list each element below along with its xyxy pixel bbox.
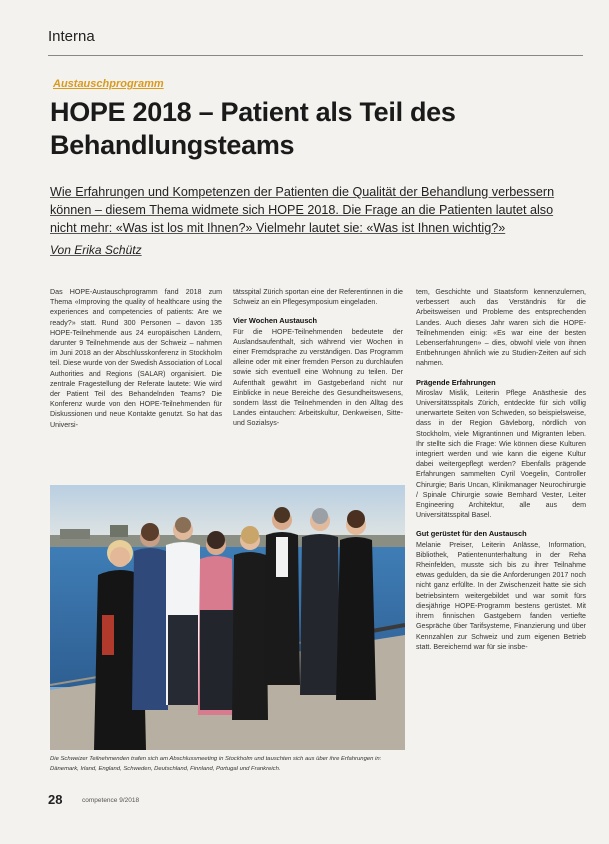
header-rule: [48, 55, 583, 56]
subheading: Prägende Erfahrungen: [416, 377, 496, 387]
body-paragraph: Das HOPE-Austauschprogramm fand 2018 zum Thema «Improving the quality of healthcare using the experiences and competencies of patients: Are we ready?» statt. Rund 300 Personen – davon 135 HOPE-Teilnehmende aus 24 europäischen Ländern, darunter 9 Teilnehmende aus der Schweiz – nahmen im Juni 2018 an der Abschlusskonferenz in Stockholm teil. Diese wurde von der Swedish Association of Local Authorities and Regions (SALAR) organisiert. Die zentrale Fragestellung der Referate lautete: Wie wird der Patient Teil des Behandelnden Teams? Die Konferenz wurde von den HOPE-Teilnehmenden für Diskussionen und neue Kontakte genutzt. So hat das Universi-: [50, 288, 222, 429]
group-photo: [50, 485, 405, 750]
kicker: Austauschprogramm: [53, 78, 164, 90]
group-photo-illustration: [50, 485, 405, 750]
article-column-2: [233, 287, 403, 429]
body-paragraph: Miroslav Mislik, Leiterin Pflege Anästhesie des Universitätsspitals Zürich, entdeckte für sich völlig unerwartete Seiten von Schweden, so beispielsweise, dass in der Region Gävleborg, nördlich von Stockholm, viele Migrantinnen und Migranten leben. Ihr stellte sich die Frage: Wie können diese Kulturen integriert werden und wie kann die eigene Kultur dabei weitergepflegt werden? Ebenfalls prägende Erfahrungen sammelten Cyril Voegelin, Controller Chirurgie; Baris Uncan, Klinikmanager Neurochirurgie / Spinale Chirurgie sowie Bernhard Vester, Leiter Engineering Architektur, alle aus dem Universitätsspital Basel.: [416, 388, 586, 520]
publication-label: competence 9/2018: [82, 797, 140, 804]
lead-line: Wie Erfahrungen und Kompetenzen der Patienten die Qualität der Behandlung verbessern: [50, 185, 555, 199]
body-paragraph: tätsspital Zürich sportan eine der Referentinnen in die Schweiz an ein Pflegesymposium eingeladen.: [233, 288, 403, 307]
byline: Von Erika Schütz: [50, 243, 142, 257]
photo-caption: Die Schweizer Teilnehmenden trafen sich am Abschlussmeeting in Stockholm und tauschten sich aus über ihre Erfahrungen in: Dänemark, Irland, England, Schweden, Deutschland, Finnland, Portugal und Frankreich.: [50, 756, 382, 772]
page-number: 28: [48, 792, 63, 807]
subheading: Vier Wochen Austausch: [233, 316, 318, 326]
body-paragraph: Melanie Preiser, Leiterin Anlässe, Information, Bibliothek, Patientenunterhaltung in der Reha Rheinfelden, musste sich bis zu ihrer Teilnahme etwas gedulden, da sie die Anforderungen 2017 noch nicht ganz erfüllte. In der Zwischenzeit hatte sie sich betriebsintern weitergebildet und war somit fürs diesjährige HOPE-Programm bestens gerüstet. Mit ihrem finnischen Gastgebern fanden vertiefte Gespräche über Tarifsysteme, Finanzierung und über Kennzahlen zur Schweiz und zum eigenen Betrieb statt. Bereichernd war für sie insbe-: [416, 540, 586, 651]
subheading: Gut gerüstet für den Austausch: [416, 529, 527, 539]
body-paragraph: Für die HOPE-Teilnehmenden bedeutete der Auslandsaufenthalt, sich während vier Wochen in einer Fremdsprache zu verständigen. Das Programm alleine oder mit einer fremden Person zu durchlaufen sowie sich eventuell eine Wohnung zu teilen. Der Aufenthalt gewährt im Gastgeberland nicht nur Einblicke in neue Bereiche des Gesundheitswesens, sondern lässt die Teilnehmenden in den Alltag des Landes eintauchen: Arbeitskultur, Denkweisen, Sitte- und Sozialsys-: [233, 327, 403, 428]
section-title: Interna: [48, 28, 95, 45]
body-paragraph: tem, Geschichte und Staatsform kennenzulernen, verbessert auch das Verständnis für die Arbeitsweisen und Probleme des entsprechenden Landes. Auch dieses Jahr waren sich die HOPE-Teilnehmenden einig: «Es war eine der besten Lebenserfahrungen» – dies, obwohl viele von ihnen Entbehrungen ähnlich wie zu Studien-Zeiten auf sich nahmen.: [416, 288, 586, 368]
headline: HOPE 2018 – Patient als Teil des Behandlungsteams: [50, 97, 456, 160]
lead-line: nicht mehr: «Was ist los mit Ihnen?» Vielmehr lautet sie: «Was ist Ihnen wichtig?»: [50, 221, 506, 235]
lead-line: können – diesem Thema widmete sich HOPE 2018. Die Frage an die Patienten lautet also: [50, 203, 554, 217]
article-column-3: [416, 287, 586, 652]
lead-paragraph: [50, 183, 580, 237]
article-column-1: [50, 287, 222, 430]
